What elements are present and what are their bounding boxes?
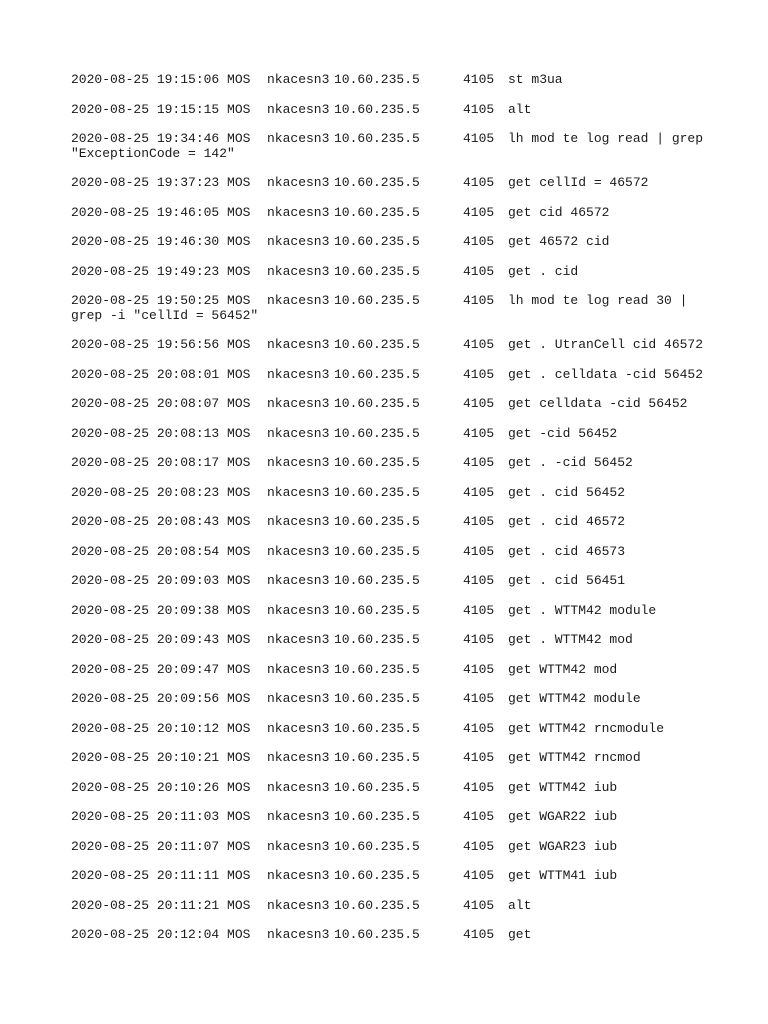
command-text: get cellId = 46572 — [508, 175, 649, 190]
ip-address: 10.60.235.5 — [334, 175, 420, 190]
process-id: 4105 — [463, 750, 495, 765]
timestamp: 2020-08-25 20:09:03 MOS — [71, 573, 251, 588]
log-entry — [71, 72, 711, 87]
log-entry — [71, 234, 711, 249]
log-entry — [71, 691, 711, 706]
ip-address: 10.60.235.5 — [334, 263, 420, 279]
timestamp: 2020-08-25 19:56:56 MOS — [71, 337, 251, 352]
process-id: 4105 — [463, 514, 495, 529]
process-id: 4105 — [463, 632, 495, 647]
log-entry — [71, 750, 711, 765]
log-entry — [71, 485, 711, 500]
process-id: 4105 — [463, 131, 495, 146]
process-id: 4105 — [463, 573, 495, 588]
command-log — [71, 72, 711, 957]
log-entry-line — [71, 264, 711, 279]
ip-address: 10.60.235.5 — [334, 927, 420, 942]
timestamp: 2020-08-25 20:08:07 MOS — [71, 396, 251, 411]
process-id: 4105 — [463, 543, 495, 559]
timestamp: 2020-08-25 20:09:38 MOS — [71, 602, 251, 618]
process-id: 4105 — [463, 425, 495, 441]
log-entry-line — [71, 175, 711, 190]
process-id: 4105 — [463, 691, 495, 706]
timestamp: 2020-08-25 19:34:46 MOS — [71, 131, 251, 146]
timestamp: 2020-08-25 20:11:07 MOS — [71, 838, 251, 854]
log-entry — [71, 603, 711, 618]
log-entry — [71, 662, 711, 677]
log-entry — [71, 632, 711, 647]
command-text: lh mod te log read | grep — [508, 131, 704, 146]
ip-address: 10.60.235.5 — [334, 484, 420, 500]
command-text: get . WTTM42 module — [508, 602, 657, 618]
username: nkacesn3 — [267, 838, 330, 854]
username: nkacesn3 — [267, 72, 330, 87]
log-entry-line — [71, 868, 711, 883]
command-text: st m3ua — [508, 72, 563, 87]
username: nkacesn3 — [267, 204, 330, 220]
log-entry-line — [71, 780, 711, 795]
log-entry-line — [71, 102, 711, 117]
command-text: get 46572 cid — [508, 234, 610, 249]
log-entry — [71, 102, 711, 117]
timestamp: 2020-08-25 20:09:56 MOS — [71, 691, 251, 706]
ip-address: 10.60.235.5 — [334, 337, 420, 352]
username: nkacesn3 — [267, 293, 330, 308]
log-entry — [71, 927, 711, 942]
command-text: get . cid 46572 — [508, 514, 626, 529]
username: nkacesn3 — [267, 927, 330, 942]
ip-address: 10.60.235.5 — [334, 234, 420, 249]
log-entry — [71, 205, 711, 220]
username: nkacesn3 — [267, 691, 330, 706]
process-id: 4105 — [463, 72, 495, 87]
log-entry-line — [71, 293, 711, 308]
command-text: get . WTTM42 mod — [508, 632, 633, 647]
command-text: get . UtranCell cid 46572 — [508, 337, 704, 352]
log-entry-line — [71, 927, 711, 942]
process-id: 4105 — [463, 396, 495, 411]
timestamp: 2020-08-25 19:37:23 MOS — [71, 175, 251, 190]
log-entry — [71, 337, 711, 352]
timestamp: 2020-08-25 20:09:43 MOS — [71, 632, 251, 647]
ip-address: 10.60.235.5 — [334, 809, 420, 824]
username: nkacesn3 — [267, 396, 330, 411]
log-entry — [71, 514, 711, 529]
command-text: get . -cid 56452 — [508, 455, 633, 470]
command-text: get . cid 56451 — [508, 573, 626, 588]
command-text: get WTTM42 module — [508, 691, 641, 706]
username: nkacesn3 — [267, 234, 330, 249]
timestamp: 2020-08-25 20:11:03 MOS — [71, 809, 251, 824]
timestamp: 2020-08-25 20:12:04 MOS — [71, 927, 251, 942]
username: nkacesn3 — [267, 661, 330, 677]
process-id: 4105 — [463, 337, 495, 352]
process-id: 4105 — [463, 809, 495, 824]
ip-address: 10.60.235.5 — [334, 72, 420, 87]
log-entry-line — [71, 205, 711, 220]
ip-address: 10.60.235.5 — [334, 425, 420, 441]
username: nkacesn3 — [267, 175, 330, 190]
command-continuation: "ExceptionCode = 142" — [71, 146, 235, 161]
log-entry — [71, 544, 711, 559]
ip-address: 10.60.235.5 — [334, 455, 420, 470]
log-entry-line — [71, 721, 711, 736]
username: nkacesn3 — [267, 131, 330, 146]
username: nkacesn3 — [267, 101, 330, 117]
ip-address: 10.60.235.5 — [334, 396, 420, 411]
log-entry-line — [71, 72, 711, 87]
log-entry — [71, 367, 711, 382]
process-id: 4105 — [463, 175, 495, 190]
log-entry-line — [71, 337, 711, 352]
command-text: get cid 46572 — [508, 204, 610, 220]
log-entry — [71, 455, 711, 470]
process-id: 4105 — [463, 204, 495, 220]
command-text: get WTTM42 rncmod — [508, 750, 641, 765]
username: nkacesn3 — [267, 543, 330, 559]
username: nkacesn3 — [267, 425, 330, 441]
ip-address: 10.60.235.5 — [334, 838, 420, 854]
log-entry — [71, 175, 711, 190]
log-entry-line — [71, 691, 711, 706]
username: nkacesn3 — [267, 455, 330, 470]
username: nkacesn3 — [267, 779, 330, 795]
timestamp: 2020-08-25 19:46:05 MOS — [71, 204, 251, 220]
process-id: 4105 — [463, 455, 495, 470]
username: nkacesn3 — [267, 573, 330, 588]
log-entry — [71, 131, 711, 161]
timestamp: 2020-08-25 20:08:01 MOS — [71, 366, 251, 382]
ip-address: 10.60.235.5 — [334, 366, 420, 382]
username: nkacesn3 — [267, 897, 330, 913]
log-entry — [71, 426, 711, 441]
command-text: get WTTM42 rncmodule — [508, 720, 665, 736]
username: nkacesn3 — [267, 809, 330, 824]
ip-address: 10.60.235.5 — [334, 661, 420, 677]
log-entry-line — [71, 485, 711, 500]
timestamp: 2020-08-25 19:46:30 MOS — [71, 234, 251, 249]
log-entry — [71, 293, 711, 323]
log-entry — [71, 809, 711, 824]
log-entry-line — [71, 573, 711, 588]
command-text: get WTTM41 iub — [508, 868, 618, 883]
command-text: get -cid 56452 — [508, 425, 618, 441]
command-text: get . cid 56452 — [508, 484, 626, 500]
process-id: 4105 — [463, 101, 495, 117]
process-id: 4105 — [463, 720, 495, 736]
log-entry-line — [71, 632, 711, 647]
command-text: get WGAR22 iub — [508, 809, 618, 824]
command-text: alt — [508, 101, 532, 117]
ip-address: 10.60.235.5 — [334, 101, 420, 117]
ip-address: 10.60.235.5 — [334, 204, 420, 220]
timestamp: 2020-08-25 20:09:47 MOS — [71, 661, 251, 677]
log-entry-line — [71, 750, 711, 765]
process-id: 4105 — [463, 779, 495, 795]
ip-address: 10.60.235.5 — [334, 543, 420, 559]
log-entry-line — [71, 809, 711, 824]
log-entry-line — [71, 544, 711, 559]
process-id: 4105 — [463, 868, 495, 883]
command-text: get . celldata -cid 56452 — [508, 366, 704, 382]
ip-address: 10.60.235.5 — [334, 293, 420, 308]
log-entry-line — [71, 426, 711, 441]
log-entry — [71, 396, 711, 411]
command-text: get WTTM42 mod — [508, 661, 618, 677]
log-entry-line — [71, 131, 711, 146]
username: nkacesn3 — [267, 602, 330, 618]
command-text: lh mod te log read 30 | — [508, 293, 688, 308]
ip-address: 10.60.235.5 — [334, 573, 420, 588]
timestamp: 2020-08-25 20:10:21 MOS — [71, 750, 251, 765]
process-id: 4105 — [463, 661, 495, 677]
timestamp: 2020-08-25 19:50:25 MOS — [71, 293, 251, 308]
ip-address: 10.60.235.5 — [334, 720, 420, 736]
process-id: 4105 — [463, 263, 495, 279]
ip-address: 10.60.235.5 — [334, 131, 420, 146]
command-text: get celldata -cid 56452 — [508, 396, 688, 411]
process-id: 4105 — [463, 234, 495, 249]
ip-address: 10.60.235.5 — [334, 750, 420, 765]
command-text: alt — [508, 897, 532, 913]
timestamp: 2020-08-25 19:15:15 MOS — [71, 101, 251, 117]
log-entry-line — [71, 514, 711, 529]
log-entry — [71, 868, 711, 883]
username: nkacesn3 — [267, 484, 330, 500]
command-text: get — [508, 927, 532, 942]
timestamp: 2020-08-25 20:08:17 MOS — [71, 455, 251, 470]
command-text: get . cid 46573 — [508, 543, 626, 559]
log-entry-line — [71, 898, 711, 913]
command-text: get WTTM42 iub — [508, 779, 618, 795]
timestamp: 2020-08-25 20:08:43 MOS — [71, 514, 251, 529]
log-entry-line — [71, 367, 711, 382]
log-entry-line — [71, 839, 711, 854]
process-id: 4105 — [463, 927, 495, 942]
process-id: 4105 — [463, 602, 495, 618]
timestamp: 2020-08-25 20:11:11 MOS — [71, 868, 251, 883]
log-entry — [71, 264, 711, 279]
log-entry — [71, 898, 711, 913]
log-entry-line — [71, 234, 711, 249]
command-continuation: grep -i "cellId = 56452" — [71, 308, 259, 323]
username: nkacesn3 — [267, 263, 330, 279]
process-id: 4105 — [463, 484, 495, 500]
ip-address: 10.60.235.5 — [334, 868, 420, 883]
timestamp: 2020-08-25 20:10:12 MOS — [71, 720, 251, 736]
ip-address: 10.60.235.5 — [334, 779, 420, 795]
process-id: 4105 — [463, 838, 495, 854]
timestamp: 2020-08-25 19:15:06 MOS — [71, 72, 251, 87]
username: nkacesn3 — [267, 720, 330, 736]
ip-address: 10.60.235.5 — [334, 897, 420, 913]
log-entry-line — [71, 603, 711, 618]
log-entry-line — [71, 455, 711, 470]
log-entry — [71, 573, 711, 588]
process-id: 4105 — [463, 293, 495, 308]
command-text: get . cid — [508, 263, 579, 279]
command-text: get WGAR23 iub — [508, 838, 618, 854]
timestamp: 2020-08-25 19:49:23 MOS — [71, 263, 251, 279]
log-entry-line — [71, 662, 711, 677]
ip-address: 10.60.235.5 — [334, 602, 420, 618]
timestamp: 2020-08-25 20:08:54 MOS — [71, 543, 251, 559]
username: nkacesn3 — [267, 366, 330, 382]
log-entry — [71, 721, 711, 736]
username: nkacesn3 — [267, 750, 330, 765]
username: nkacesn3 — [267, 337, 330, 352]
ip-address: 10.60.235.5 — [334, 514, 420, 529]
process-id: 4105 — [463, 897, 495, 913]
ip-address: 10.60.235.5 — [334, 691, 420, 706]
log-entry-line — [71, 396, 711, 411]
log-entry — [71, 839, 711, 854]
timestamp: 2020-08-25 20:08:23 MOS — [71, 484, 251, 500]
ip-address: 10.60.235.5 — [334, 632, 420, 647]
username: nkacesn3 — [267, 868, 330, 883]
timestamp: 2020-08-25 20:10:26 MOS — [71, 779, 251, 795]
username: nkacesn3 — [267, 632, 330, 647]
log-entry — [71, 780, 711, 795]
timestamp: 2020-08-25 20:11:21 MOS — [71, 897, 251, 913]
process-id: 4105 — [463, 366, 495, 382]
timestamp: 2020-08-25 20:08:13 MOS — [71, 425, 251, 441]
username: nkacesn3 — [267, 514, 330, 529]
